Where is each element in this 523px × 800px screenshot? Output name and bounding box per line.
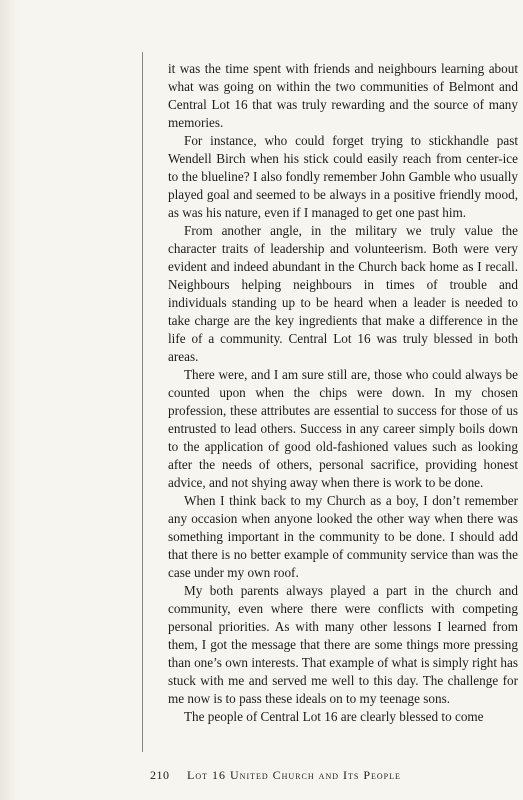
running-head: Lot 16 United Church and Its People (187, 768, 401, 782)
page-edge (0, 0, 18, 800)
paragraph: There were, and I am sure still are, those who could always be counted upon when the chips were down. In my chosen profession, these attributes are essential to success for those of us entrusted to lead others. Success in any career simply boils down to the application of good old-fashioned values such as looking after the needs of others, personal sacrifice, providing honest advice, and not shying away when there is work to be done. (168, 367, 518, 490)
paragraph: The people of Central Lot 16 are clearly blessed to come (184, 709, 484, 724)
margin-rule (142, 52, 143, 752)
paragraph: it was the time spent with friends and neighbours learning about what was going on within the two communities of Belmont and Central Lot 16 that was truly rewarding and the source of many memories. (168, 61, 518, 130)
paragraph: My both parents always played a part in the church and community, even where there were conflicts with competing personal priorities. As with many other lessons I learned from them, I got the message that there are some things more pressing than one’s own interests. That example of what is simply right has stuck with me and served me well to this day. The challenge for me now is to pass these ideals on to my teenage sons. (168, 583, 518, 706)
paragraph: For instance, who could forget trying to stickhandle past Wendell Birch when his stick could easily reach from center-ice to the blueline? I also fondly remember John Gamble who usually played goal and seemed to be always in a positive friendly mood, as was his nature, even if I managed to get one past him. (168, 133, 518, 220)
body-text (168, 60, 518, 726)
page-footer (150, 768, 510, 783)
paragraph: When I think back to my Church as a boy, I don’t remember any occasion when anyone looked the other way when there was something important in the community to be done. I should add that there is no better example of community service than was the case under my own roof. (168, 493, 518, 580)
page-number: 210 (150, 768, 170, 782)
paragraph: From another angle, in the military we truly value the character traits of leadership and volunteerism. Both were very evident and indeed abundant in the Church back home as I recall. Neighbours helping neighbours in times of trouble and individuals standing up to be heard when a leader is needed to take charge are the key ingredients that make a difference in the life of a community. Central Lot 16 was truly blessed in both areas. (168, 223, 518, 364)
